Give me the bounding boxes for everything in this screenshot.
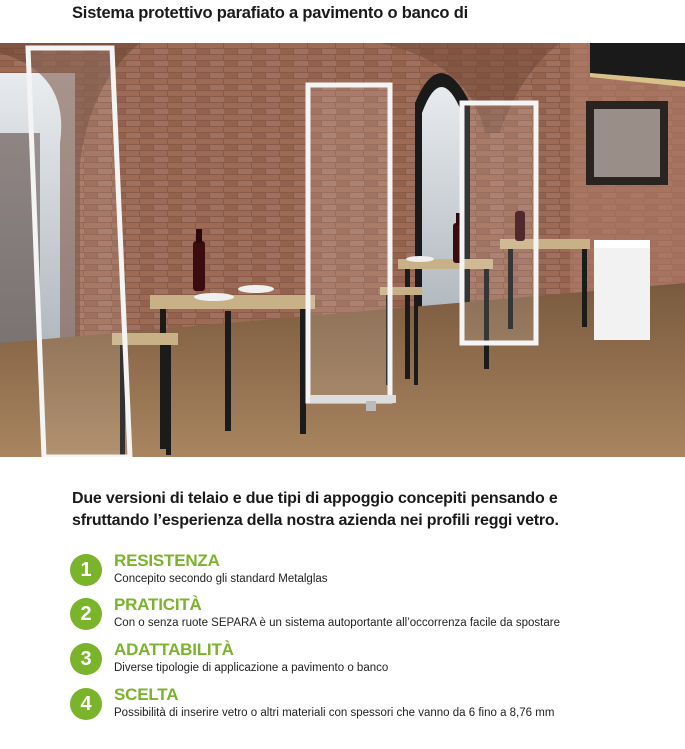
intro-line-2: sfruttando l’esperienza della nostra azienda nei profili reggi vetro. <box>72 512 559 529</box>
feature-name: SCELTA <box>114 685 179 704</box>
restaurant-photo <box>0 43 685 457</box>
feature-number-badge: 1 <box>70 554 102 586</box>
page-title: Sistema protettivo parafiato a pavimento o banco di <box>72 4 468 22</box>
feature-name: RESISTENZA <box>114 551 220 570</box>
feature-number-badge: 3 <box>70 643 102 675</box>
feature-number-badge: 2 <box>70 598 102 630</box>
feature-description: Possibilità di inserire vetro o altri materiali con spessori che vanno da 6 fino a 8,76 mm <box>114 707 555 719</box>
feature-name: ADATTABILITÀ <box>114 640 234 659</box>
feature-name: PRATICITÀ <box>114 595 202 614</box>
feature-description: Concepito secondo gli standard Metalglas <box>114 573 328 585</box>
feature-description: Con o senza ruote SEPARA è un sistema autoportante all’occorrenza facile da spostare <box>114 617 560 629</box>
feature-description: Diverse tipologie di applicazione a pavimento o banco <box>114 662 389 674</box>
feature-scelta <box>70 686 670 726</box>
feature-number-badge: 4 <box>70 688 102 720</box>
feature-praticita <box>70 596 670 636</box>
intro-line-1: Due versioni di telaio e due tipi di appoggio concepiti pensando e <box>72 490 558 507</box>
feature-adattabilita <box>70 641 670 681</box>
intro-text <box>72 488 672 532</box>
feature-resistenza <box>70 552 670 592</box>
